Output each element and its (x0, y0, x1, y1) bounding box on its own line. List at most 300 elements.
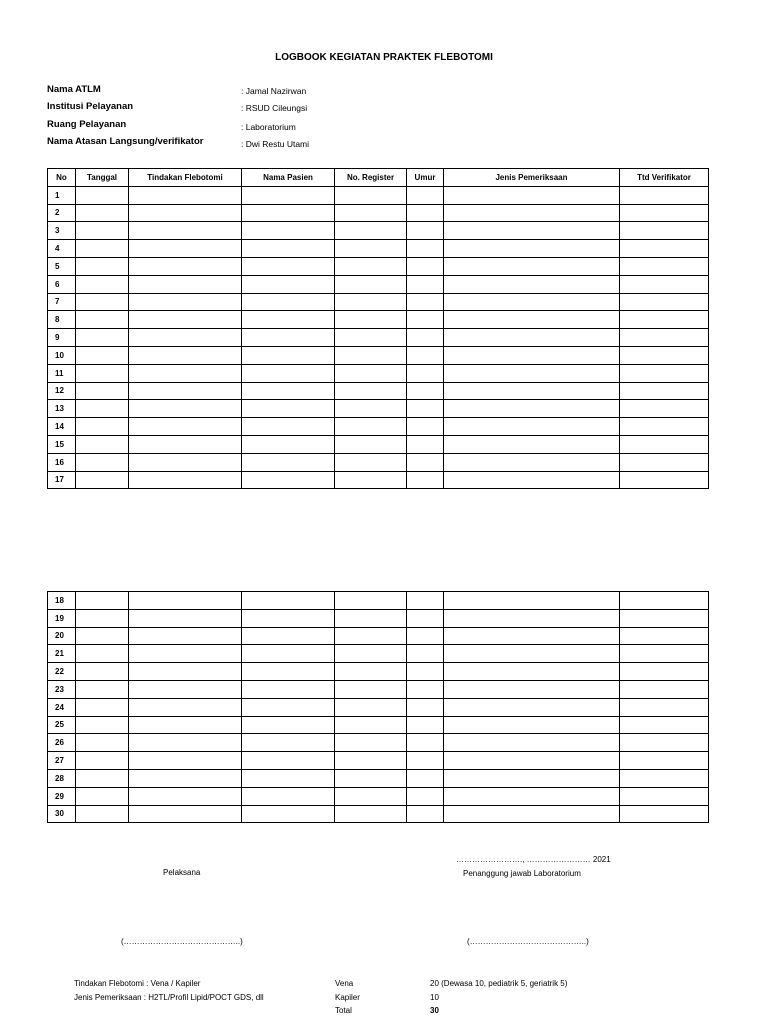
table-cell (620, 627, 709, 645)
row-number: 11 (48, 364, 76, 382)
table-row (48, 435, 709, 453)
table-cell (129, 329, 242, 347)
table-cell (76, 769, 129, 787)
table-cell (242, 645, 335, 663)
table-cell (444, 592, 620, 610)
row-number: 19 (48, 609, 76, 627)
row-number: 17 (48, 471, 76, 489)
table-cell (335, 400, 407, 418)
table-cell (444, 769, 620, 787)
table-cell (444, 240, 620, 258)
table-cell (129, 204, 242, 222)
table-cell (129, 186, 242, 204)
row-number: 25 (48, 716, 76, 734)
table-cell (407, 716, 444, 734)
header-ttd-verifikator: Ttd Verifikator (620, 169, 709, 187)
table-cell (335, 257, 407, 275)
note-vena-value: 20 (Dewasa 10, pediatrik 5, geriatrik 5) (430, 979, 568, 988)
table-cell (335, 453, 407, 471)
table-cell (620, 609, 709, 627)
table-cell (407, 787, 444, 805)
table-row (48, 805, 709, 823)
note-kapiler-label: Kapiler (335, 993, 360, 1002)
table-cell (444, 186, 620, 204)
table-cell (335, 275, 407, 293)
logbook-table-part1 (47, 168, 709, 489)
table-cell (407, 734, 444, 752)
table-cell (444, 752, 620, 770)
row-number: 21 (48, 645, 76, 663)
table-cell (335, 382, 407, 400)
table-row (48, 329, 709, 347)
table-cell (129, 293, 242, 311)
info-label-nama-atlm: Nama ATLM (47, 84, 101, 95)
table-cell (129, 418, 242, 436)
table-cell (242, 382, 335, 400)
note-total-label: Total (335, 1006, 352, 1015)
table-cell (407, 680, 444, 698)
header-jenis-pemeriksaan: Jenis Pemeriksaan (444, 169, 620, 187)
table-cell (620, 346, 709, 364)
table-cell (129, 734, 242, 752)
table-cell (444, 663, 620, 681)
note-jenis: Jenis Pemeriksaan : H2TL/Profil Lipid/POCT GDS, dll (74, 993, 264, 1002)
table-cell (335, 716, 407, 734)
note-total-value: 30 (430, 1006, 439, 1015)
table-cell (129, 471, 242, 489)
table-row (48, 592, 709, 610)
table-cell (242, 329, 335, 347)
table-cell (242, 805, 335, 823)
table-row (48, 186, 709, 204)
table-cell (444, 698, 620, 716)
table-cell (620, 645, 709, 663)
table-row (48, 204, 709, 222)
table-cell (76, 680, 129, 698)
table-cell (444, 222, 620, 240)
table-cell (444, 471, 620, 489)
table-cell (76, 293, 129, 311)
table-header-row (48, 169, 709, 187)
table-cell (76, 240, 129, 258)
table-row (48, 698, 709, 716)
table-row (48, 257, 709, 275)
table-cell (129, 240, 242, 258)
info-label-atasan: Nama Atasan Langsung/verifikator (47, 136, 204, 147)
table-cell (407, 663, 444, 681)
table-cell (407, 346, 444, 364)
table-cell (407, 257, 444, 275)
signature-name-right: (……………………………………..) (467, 937, 589, 946)
table-cell (242, 222, 335, 240)
row-number: 22 (48, 663, 76, 681)
table-cell (129, 382, 242, 400)
table-row (48, 787, 709, 805)
table-cell (407, 805, 444, 823)
table-cell (444, 627, 620, 645)
table-cell (407, 627, 444, 645)
table-cell (444, 204, 620, 222)
table-cell (620, 204, 709, 222)
table-row (48, 400, 709, 418)
header-no: No (48, 169, 76, 187)
table-cell (129, 435, 242, 453)
table-cell (407, 609, 444, 627)
table-cell (620, 453, 709, 471)
table-cell (129, 716, 242, 734)
table-cell (76, 627, 129, 645)
table-row (48, 769, 709, 787)
table-cell (242, 769, 335, 787)
row-number: 3 (48, 222, 76, 240)
table-cell (407, 592, 444, 610)
table-cell (620, 329, 709, 347)
table-cell (76, 435, 129, 453)
table-cell (335, 186, 407, 204)
table-cell (76, 222, 129, 240)
row-number: 14 (48, 418, 76, 436)
row-number: 4 (48, 240, 76, 258)
row-number: 10 (48, 346, 76, 364)
date-line: ……………………., …………………… 2021 (456, 855, 611, 864)
info-label-ruang: Ruang Pelayanan (47, 119, 127, 130)
table-cell (242, 311, 335, 329)
table-cell (242, 418, 335, 436)
table-cell (335, 222, 407, 240)
table-cell (444, 435, 620, 453)
table-cell (620, 698, 709, 716)
table-cell (335, 769, 407, 787)
table-cell (335, 418, 407, 436)
table-cell (129, 346, 242, 364)
table-cell (129, 275, 242, 293)
table-cell (242, 293, 335, 311)
row-number: 6 (48, 275, 76, 293)
table-cell (242, 663, 335, 681)
table-cell (242, 471, 335, 489)
table-cell (620, 769, 709, 787)
row-number: 18 (48, 592, 76, 610)
table-cell (444, 680, 620, 698)
table-cell (242, 204, 335, 222)
table-row (48, 382, 709, 400)
table-cell (620, 418, 709, 436)
table-cell (76, 382, 129, 400)
table-cell (335, 663, 407, 681)
table-cell (76, 787, 129, 805)
table-cell (620, 400, 709, 418)
row-number: 28 (48, 769, 76, 787)
role-penanggung-jawab: Penanggung jawab Laboratorium (463, 869, 581, 878)
table-cell (620, 471, 709, 489)
table-cell (407, 453, 444, 471)
table-cell (335, 645, 407, 663)
table-cell (620, 716, 709, 734)
header-umur: Umur (407, 169, 444, 187)
table-cell (444, 805, 620, 823)
table-cell (76, 329, 129, 347)
table-cell (76, 311, 129, 329)
table-cell (129, 698, 242, 716)
table-row (48, 663, 709, 681)
note-kapiler-value: 10 (430, 993, 439, 1002)
info-value-institusi: : RSUD Cileungsi (241, 103, 308, 113)
row-number: 20 (48, 627, 76, 645)
table-cell (76, 346, 129, 364)
table-cell (242, 400, 335, 418)
table-cell (76, 663, 129, 681)
table-cell (242, 257, 335, 275)
table-cell (242, 609, 335, 627)
table-cell (407, 400, 444, 418)
table-cell (242, 435, 335, 453)
table-cell (335, 471, 407, 489)
table-cell (129, 311, 242, 329)
table-cell (129, 805, 242, 823)
table-row (48, 716, 709, 734)
table-row (48, 311, 709, 329)
table-cell (444, 400, 620, 418)
table-cell (242, 275, 335, 293)
table-cell (407, 311, 444, 329)
table-cell (407, 698, 444, 716)
table-cell (620, 293, 709, 311)
table-cell (242, 627, 335, 645)
table-row (48, 453, 709, 471)
table-cell (76, 275, 129, 293)
table-cell (407, 364, 444, 382)
table-cell (242, 240, 335, 258)
table-cell (620, 663, 709, 681)
table-cell (620, 805, 709, 823)
table-cell (76, 364, 129, 382)
table-cell (242, 752, 335, 770)
row-number: 8 (48, 311, 76, 329)
table-cell (129, 752, 242, 770)
table-cell (335, 592, 407, 610)
table-cell (335, 680, 407, 698)
table-cell (407, 752, 444, 770)
note-tindakan: Tindakan Flebotomi : Vena / Kapiler (74, 979, 201, 988)
table-cell (76, 752, 129, 770)
row-number: 9 (48, 329, 76, 347)
info-label-institusi: Institusi Pelayanan (47, 101, 134, 112)
table-cell (407, 186, 444, 204)
table-cell (76, 609, 129, 627)
table-cell (76, 257, 129, 275)
page-title: LOGBOOK KEGIATAN PRAKTEK FLEBOTOMI (275, 52, 493, 63)
table-cell (76, 734, 129, 752)
table-cell (407, 435, 444, 453)
row-number: 24 (48, 698, 76, 716)
row-number: 30 (48, 805, 76, 823)
row-number: 1 (48, 186, 76, 204)
table-row (48, 645, 709, 663)
table-cell (407, 769, 444, 787)
table-row (48, 222, 709, 240)
table-row (48, 364, 709, 382)
table-cell (407, 240, 444, 258)
table-row (48, 418, 709, 436)
table-cell (444, 257, 620, 275)
table-cell (444, 382, 620, 400)
table-row (48, 609, 709, 627)
table-cell (335, 627, 407, 645)
table-cell (335, 364, 407, 382)
table-cell (76, 186, 129, 204)
table-cell (444, 453, 620, 471)
table-cell (444, 364, 620, 382)
table-cell (76, 204, 129, 222)
row-number: 5 (48, 257, 76, 275)
table-cell (444, 293, 620, 311)
table-cell (407, 382, 444, 400)
table-row (48, 752, 709, 770)
table-cell (444, 275, 620, 293)
table-cell (407, 275, 444, 293)
table-cell (444, 787, 620, 805)
table-cell (76, 698, 129, 716)
table-cell (620, 382, 709, 400)
table-cell (335, 787, 407, 805)
table-cell (129, 609, 242, 627)
table-cell (242, 346, 335, 364)
table-cell (335, 204, 407, 222)
table-cell (129, 787, 242, 805)
table-row (48, 680, 709, 698)
signature-name-left: (……………………………………..) (121, 937, 243, 946)
row-number: 7 (48, 293, 76, 311)
table-cell (444, 311, 620, 329)
table-cell (620, 311, 709, 329)
table-cell (242, 787, 335, 805)
table-cell (335, 698, 407, 716)
table-cell (335, 609, 407, 627)
table-row (48, 471, 709, 489)
table-cell (620, 734, 709, 752)
row-number: 12 (48, 382, 76, 400)
info-value-ruang: : Laboratorium (241, 122, 296, 132)
table-cell (129, 663, 242, 681)
table-cell (129, 400, 242, 418)
table-cell (76, 418, 129, 436)
table-cell (444, 716, 620, 734)
table-cell (620, 435, 709, 453)
header-nama-pasien: Nama Pasien (242, 169, 335, 187)
row-number: 13 (48, 400, 76, 418)
table-cell (129, 680, 242, 698)
table-cell (444, 734, 620, 752)
table-cell (242, 680, 335, 698)
table-cell (129, 453, 242, 471)
table-cell (76, 471, 129, 489)
table-cell (242, 716, 335, 734)
table-cell (76, 805, 129, 823)
table-cell (335, 346, 407, 364)
row-number: 16 (48, 453, 76, 471)
table-cell (129, 364, 242, 382)
table-cell (335, 240, 407, 258)
table-cell (129, 222, 242, 240)
table-cell (76, 645, 129, 663)
table-row (48, 275, 709, 293)
table-cell (76, 716, 129, 734)
table-cell (335, 311, 407, 329)
table-row (48, 240, 709, 258)
logbook-table-part2 (47, 591, 709, 823)
table-cell (335, 329, 407, 347)
table-cell (620, 240, 709, 258)
info-value-atasan: : Dwi Restu Utami (241, 139, 310, 149)
row-number: 23 (48, 680, 76, 698)
table-cell (129, 645, 242, 663)
table-cell (407, 418, 444, 436)
table-cell (620, 592, 709, 610)
table-cell (407, 329, 444, 347)
table-row (48, 293, 709, 311)
table-cell (129, 627, 242, 645)
table-cell (620, 787, 709, 805)
table-cell (242, 186, 335, 204)
table-cell (620, 752, 709, 770)
info-value-nama-atlm: : Jamal Nazirwan (241, 86, 307, 96)
header-tanggal: Tanggal (76, 169, 129, 187)
table-cell (444, 645, 620, 663)
table-cell (444, 418, 620, 436)
table-cell (242, 453, 335, 471)
row-number: 29 (48, 787, 76, 805)
table-cell (620, 222, 709, 240)
table-cell (444, 346, 620, 364)
table-cell (76, 453, 129, 471)
table-cell (242, 592, 335, 610)
table-cell (129, 769, 242, 787)
table-row (48, 346, 709, 364)
table-row (48, 734, 709, 752)
table-cell (620, 680, 709, 698)
note-vena-label: Vena (335, 979, 354, 988)
table-cell (129, 592, 242, 610)
row-number: 26 (48, 734, 76, 752)
table-cell (407, 471, 444, 489)
table-cell (407, 293, 444, 311)
row-number: 27 (48, 752, 76, 770)
row-number: 15 (48, 435, 76, 453)
table-cell (620, 257, 709, 275)
table-row (48, 627, 709, 645)
table-cell (335, 734, 407, 752)
table-cell (444, 329, 620, 347)
table-cell (620, 186, 709, 204)
table-cell (335, 435, 407, 453)
header-no-register: No. Register (335, 169, 407, 187)
role-pelaksana: Pelaksana (163, 868, 201, 877)
table-cell (335, 752, 407, 770)
table-cell (335, 293, 407, 311)
table-cell (444, 609, 620, 627)
table-cell (76, 592, 129, 610)
table-cell (335, 805, 407, 823)
table-cell (242, 698, 335, 716)
table-cell (76, 400, 129, 418)
table-cell (620, 275, 709, 293)
table-cell (242, 734, 335, 752)
table-cell (620, 364, 709, 382)
table-cell (242, 364, 335, 382)
table-cell (129, 257, 242, 275)
table-cell (407, 222, 444, 240)
table-cell (407, 645, 444, 663)
